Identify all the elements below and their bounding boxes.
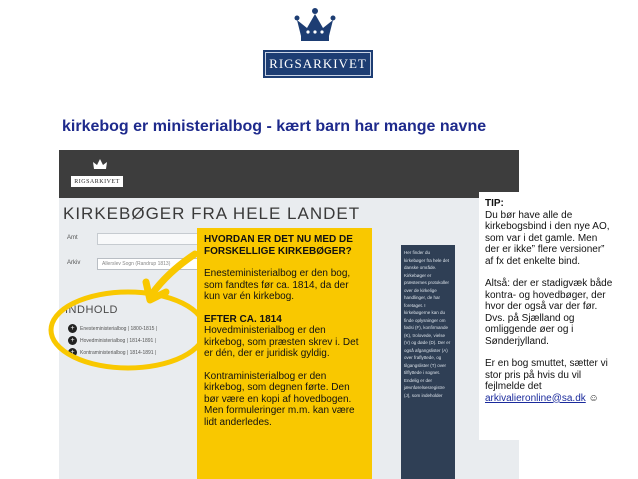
tip-box bbox=[479, 192, 619, 440]
explanation-heading: HVORDAN ER DET NU MED DE FORSKELLIGE KIRKEBØGER? bbox=[204, 234, 353, 257]
plus-icon: + bbox=[68, 324, 77, 333]
explanation-paragraph: Kontraministerialbog er den kirkebog, som degnen førte. Den bør være en kopi af hovedbogen. Men formuleringer m.m. kan være lidt anderledes. bbox=[204, 370, 355, 428]
screenshot-brand: RIGSARKIVET bbox=[71, 176, 123, 187]
arkiv-select[interactable] bbox=[97, 258, 207, 270]
amt-field[interactable] bbox=[97, 233, 207, 245]
screenshot-header bbox=[59, 150, 519, 198]
crown-icon bbox=[92, 158, 108, 170]
field-label-amt: Amt bbox=[67, 235, 78, 241]
page-title: kirkebog er ministerialbog - kært barn har mange navne bbox=[62, 118, 487, 135]
list-item[interactable] bbox=[68, 324, 157, 333]
tip-heading: TIP: bbox=[485, 198, 504, 209]
list-item-label: Hovedministerialbog | 1814-1891 | bbox=[80, 337, 156, 344]
email-link[interactable]: arkivalieronline@sa.dk bbox=[485, 392, 586, 404]
explanation-paragraph: Hovedministerialbog er den kirkebog, som præsten skrev i. Det er dén, der er juridisk gyldig. bbox=[204, 325, 359, 359]
list-item[interactable] bbox=[68, 348, 156, 357]
screenshot-sidebar: Her finder du kirkebøger fra hele det danske område. Kirkebøger er præsternes protokoller over de kirkelige handlinger, de har foretaget. I kirkebøgerne kan du finde oplysninger om fødsi (F), konfirmande (K), trolovede, vielse (V) og døde (D). Der er også afgangslister (A) over fraflyttede, og tilgangslister (T) over tilflyttede i sognet. Endelig er der jævnførelsesregistre (J), som indeholder bbox=[401, 245, 455, 479]
plus-icon: + bbox=[68, 336, 77, 345]
smiley-icon: ☺ bbox=[588, 392, 599, 404]
crown-icon bbox=[289, 6, 341, 44]
tip-paragraph-text: Er en bog smuttet, sætter vi stor pris på hvis du vil fejlmelde det bbox=[485, 358, 608, 392]
indhold-heading: INDHOLD bbox=[65, 304, 119, 316]
logo bbox=[263, 50, 373, 78]
explanation-paragraph: Enesteministerialbog er den bog, som fandtes før ca. 1814, da der kun var én kirkebog. bbox=[204, 268, 351, 302]
list-item-label: Kontraministerialbog | 1814-1891 | bbox=[80, 349, 157, 356]
list-item[interactable] bbox=[68, 336, 156, 345]
kirkebog-explanation bbox=[197, 228, 372, 479]
arkiv-select-value: Allerslev Sogn (Randrup 1813) bbox=[102, 261, 171, 267]
field-label-arkiv: Arkiv bbox=[67, 260, 81, 266]
logo-text: RIGSARKIVET bbox=[269, 56, 367, 71]
explanation-subheading: EFTER CA. 1814 bbox=[204, 313, 282, 325]
tip-paragraph: Altså: der er stadigvæk både kontra- og hovedbøger, der hvor der også var der før. Dvs. på Sjælland og omliggende øer og i Sønderjylland. bbox=[485, 278, 613, 347]
tip-paragraph bbox=[485, 358, 613, 404]
list-item-label: Enesteministerialbog | 1800-1815 | bbox=[80, 325, 158, 332]
tip-paragraph: Du bør have alle de kirkebogsbind i den nye AO, som var i det gamle. Men der er ikke” flere versioner” af fx det enkelte bind. bbox=[485, 209, 610, 267]
plus-icon: + bbox=[68, 348, 77, 357]
screenshot-heading: KIRKEBØGER FRA HELE LANDET bbox=[63, 204, 361, 223]
